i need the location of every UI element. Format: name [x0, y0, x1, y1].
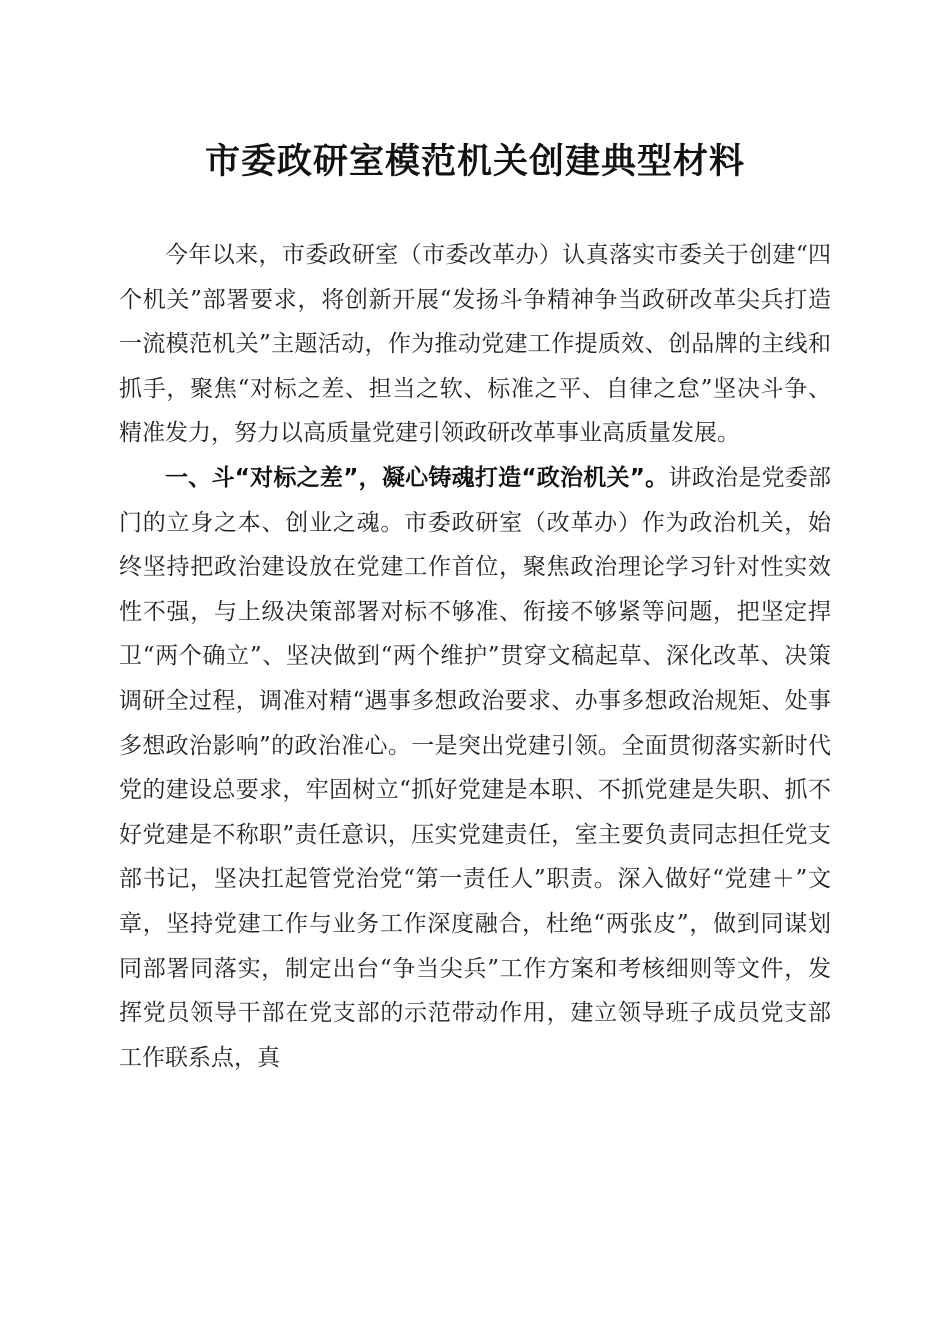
document-title: 市委政研室模范机关创建典型材料: [204, 141, 745, 182]
paragraph-section-1: [119, 456, 831, 1080]
section-heading: 一、斗“对标之差”，凝心铸魂打造“政治机关”。: [165, 464, 669, 491]
paragraph-text: 讲政治是党委部门的立身之本、创业之魂。市委政研室（改革办）作为政治机关，始终坚持把政治建设放在党建工作首位，聚焦政治理论学习针对性实效性不强，与上级决策部署对标不够准、衔接不够紧等问题，把坚定捍卫“两个确立”、坚决做到“两个维护”贯穿文稿起草、深化改革、决策调研全过程，调准对精“遇事多想政治要求、办事多想政治规矩、处事多想政治影响”的政治准心。一是突出党建引领。全面贯彻落实新时代党的建设总要求，牢固树立“抓好党建是本职、不抓党建是失职、抓不好党建是不称职”责任意识，压实党建责任，室主要负责同志担任党支部书记，坚决扛起管党治党“第一责任人”职责。深入做好“党建＋”文章，坚持党建工作与业务工作深度融合，杜绝“两张皮”，做到同谋划同部署同落实，制定出台“争当尖兵”工作方案和考核细则等文件，发挥党员领导干部在党支部的示范带动作用，建立领导班子成员党支部工作联系点，真: [119, 464, 832, 1071]
document-body: [119, 233, 831, 1080]
paragraph-intro: [119, 233, 831, 456]
paragraph-text: 今年以来，市委政研室（市委改革办）认真落实市委关于创建“四个机关”部署要求，将创新开展“发扬斗争精神争当政研改革尖兵打造一流模范机关”主题活动，作为推动党建工作提质效、创品牌的主线和抓手，聚焦“对标之差、担当之软、标准之平、自律之怠”坚决斗争、精准发力，努力以高质量党建引领政研改革事业高质量发展。: [119, 242, 831, 447]
